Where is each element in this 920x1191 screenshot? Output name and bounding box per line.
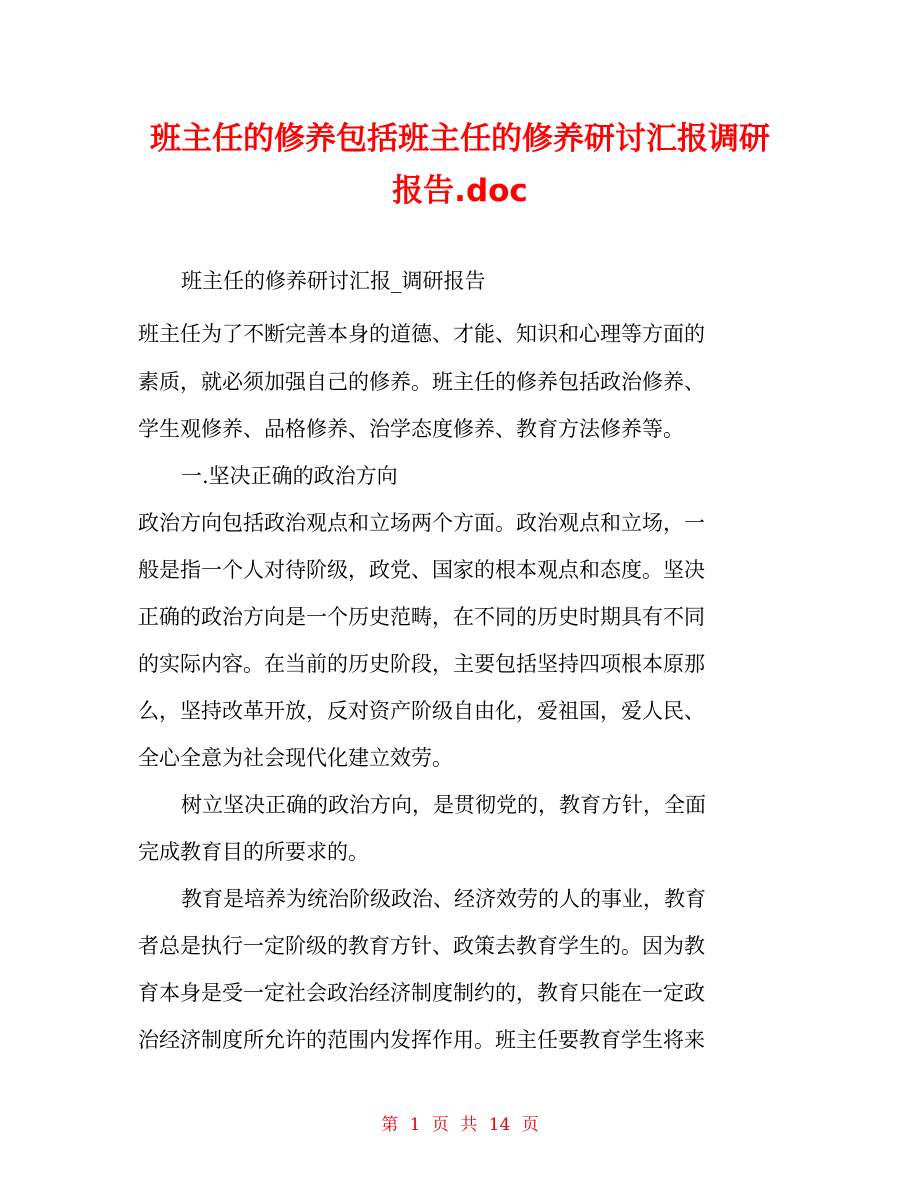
text-line: 素质，就必须加强自己的修养。班主任的修养包括政治修养、 xyxy=(138,370,705,394)
text-line: 完成教育目的所要求的。 xyxy=(138,840,369,864)
document-title-line-2: 报告.doc xyxy=(392,173,528,209)
text-line: 班主任为了不断完善本身的道德、才能、知识和心理等方面的 xyxy=(138,322,705,346)
text-line: 治经济制度所允许的范围内发挥作用。班主任要教育学生将来 xyxy=(138,1028,705,1052)
text-line: 政治方向包括政治观点和立场两个方面。政治观点和立场，一 xyxy=(138,511,705,535)
text-line: 的实际内容。在当前的历史阶段，主要包括坚持四项根本原那 xyxy=(138,652,705,676)
text-line: 者总是执行一定阶级的教育方针、政策去教育学生的。因为教 xyxy=(138,934,705,958)
text-line: 育本身是受一定社会政治经济制度制约的，教育只能在一定政 xyxy=(138,981,705,1005)
page-number-footer: 第 1 页 共 14 页 xyxy=(381,1115,539,1135)
document-title-line-1: 班主任的修养包括班主任的修养研讨汇报调研 xyxy=(150,121,770,157)
text-line: 教育是培养为统治阶级政治、经济效劳的人的事业，教育 xyxy=(181,887,706,911)
text-line: 正确的政治方向是一个历史范畴，在不同的历史时期具有不同 xyxy=(138,605,705,629)
text-line: 树立坚决正确的政治方向，是贯彻党的，教育方针，全面 xyxy=(181,793,706,817)
text-line: 学生观修养、品格修养、治学态度修养、教育方法修养等。 xyxy=(138,417,684,441)
text-line: 么，坚持改革开放，反对资产阶级自由化，爱祖国，爱人民、 xyxy=(138,699,705,723)
text-line: 全心全意为社会现代化建立效劳。 xyxy=(138,746,453,770)
subtitle-line: 班主任的修养研讨汇报_调研报告 xyxy=(181,269,486,293)
text-line: 般是指一个人对待阶级，政党、国家的根本观点和态度。坚决 xyxy=(138,558,705,582)
section-heading: 一.坚决正确的政治方向 xyxy=(181,464,398,488)
